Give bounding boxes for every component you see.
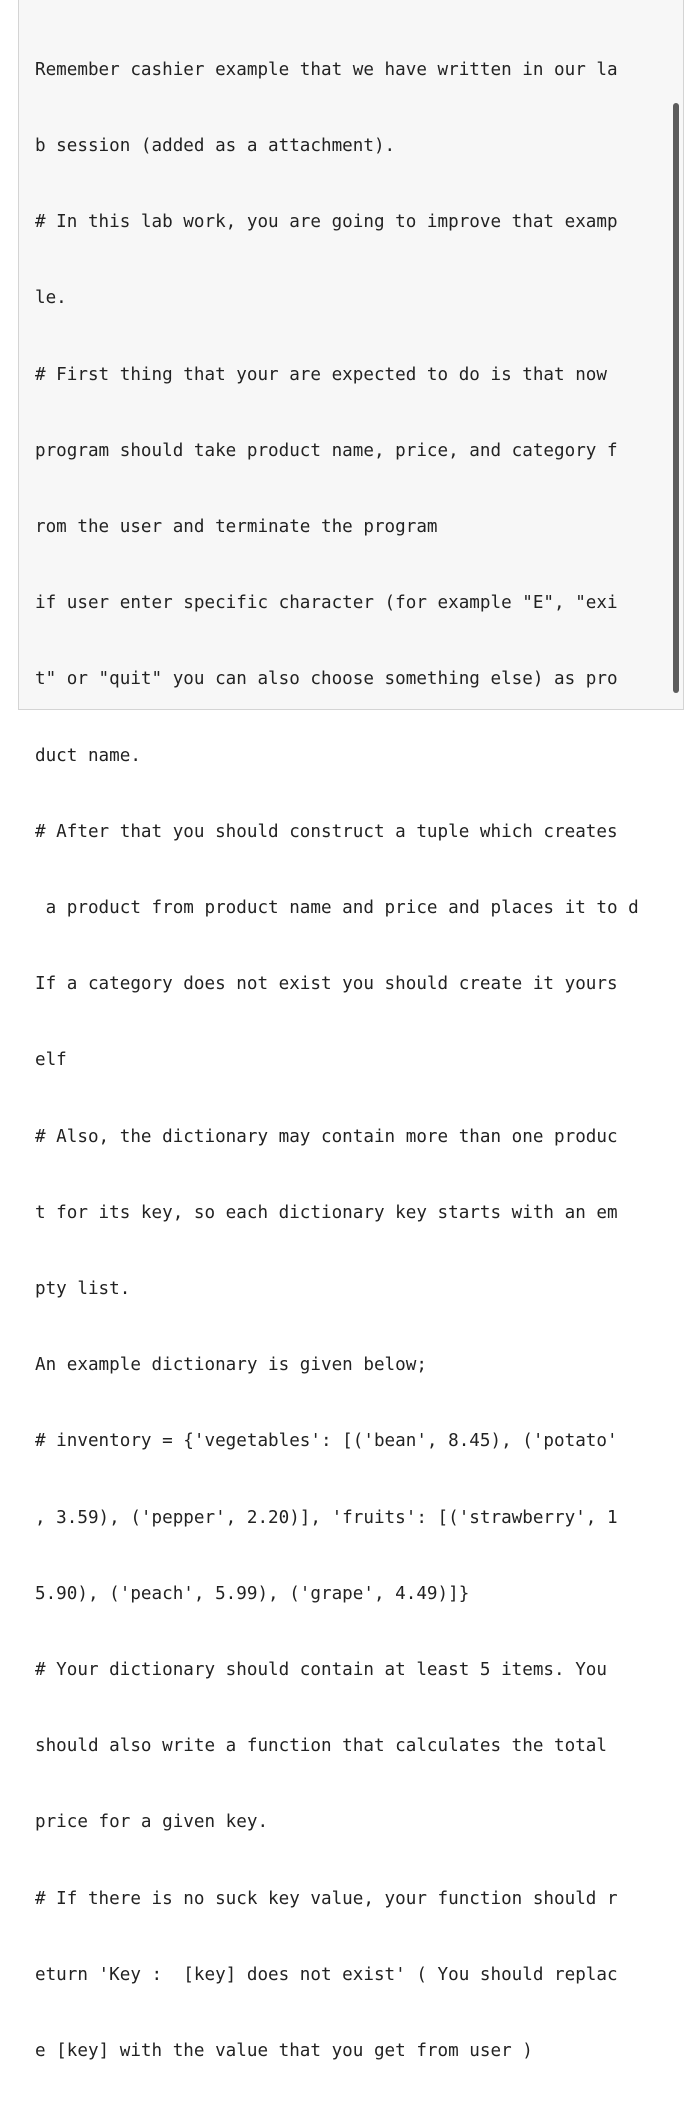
vertical-scrollbar[interactable]	[673, 103, 679, 693]
text-line: # After that you should construct a tuple which creates	[35, 821, 618, 842]
text-line: e [key] with the value that you get from user )	[35, 2041, 533, 2062]
text-line: # inventory = {'vegetables': [('bean', 8.45), ('potato'	[35, 1431, 618, 1452]
text-line: eturn 'Key : [key] does not exist' ( You should replac	[35, 1964, 618, 1985]
text-line: Remember cashier example that we have written in our la	[35, 59, 618, 80]
text-line: , 3.59), ('pepper', 2.20)], 'fruits': [('strawberry', 1	[35, 1507, 618, 1528]
text-line: elf	[35, 1050, 67, 1071]
assignment-text	[35, 7, 639, 2115]
text-line: should also write a function that calculates the total	[35, 1736, 607, 1757]
text-line: t" or "quit" you can also choose something else) as pro	[35, 669, 618, 690]
text-line: pty list.	[35, 1279, 131, 1300]
text-line: b session (added as a attachment).	[35, 136, 396, 157]
text-line: duct name.	[35, 745, 141, 766]
text-line: An example dictionary is given below;	[35, 1355, 427, 1376]
text-line: # Your dictionary should contain at least 5 items. You	[35, 1660, 607, 1681]
text-panel	[18, 0, 684, 2062]
text-line: a product from product name and price and places it to d	[35, 898, 639, 919]
text-line: t for its key, so each dictionary key starts with an em	[35, 1202, 618, 1223]
text-line: le.	[35, 288, 67, 309]
text-line: # First thing that your are expected to do is that now	[35, 364, 607, 385]
text-line: # Also, the dictionary may contain more than one produc	[35, 1126, 618, 1147]
text-line: rom the user and terminate the program	[35, 517, 438, 538]
text-line: # If there is no suck key value, your function should r	[35, 1888, 618, 1909]
text-line: price for a given key.	[35, 1812, 269, 1833]
text-line: If a category does not exist you should create it yours	[35, 974, 618, 995]
text-line: if user enter specific character (for example "E", "exi	[35, 593, 618, 614]
text-line: # In this lab work, you are going to improve that examp	[35, 212, 618, 233]
text-line: program should take product name, price, and category f	[35, 440, 618, 461]
text-line: 5.90), ('peach', 5.99), ('grape', 4.49)]}	[35, 1583, 470, 1604]
